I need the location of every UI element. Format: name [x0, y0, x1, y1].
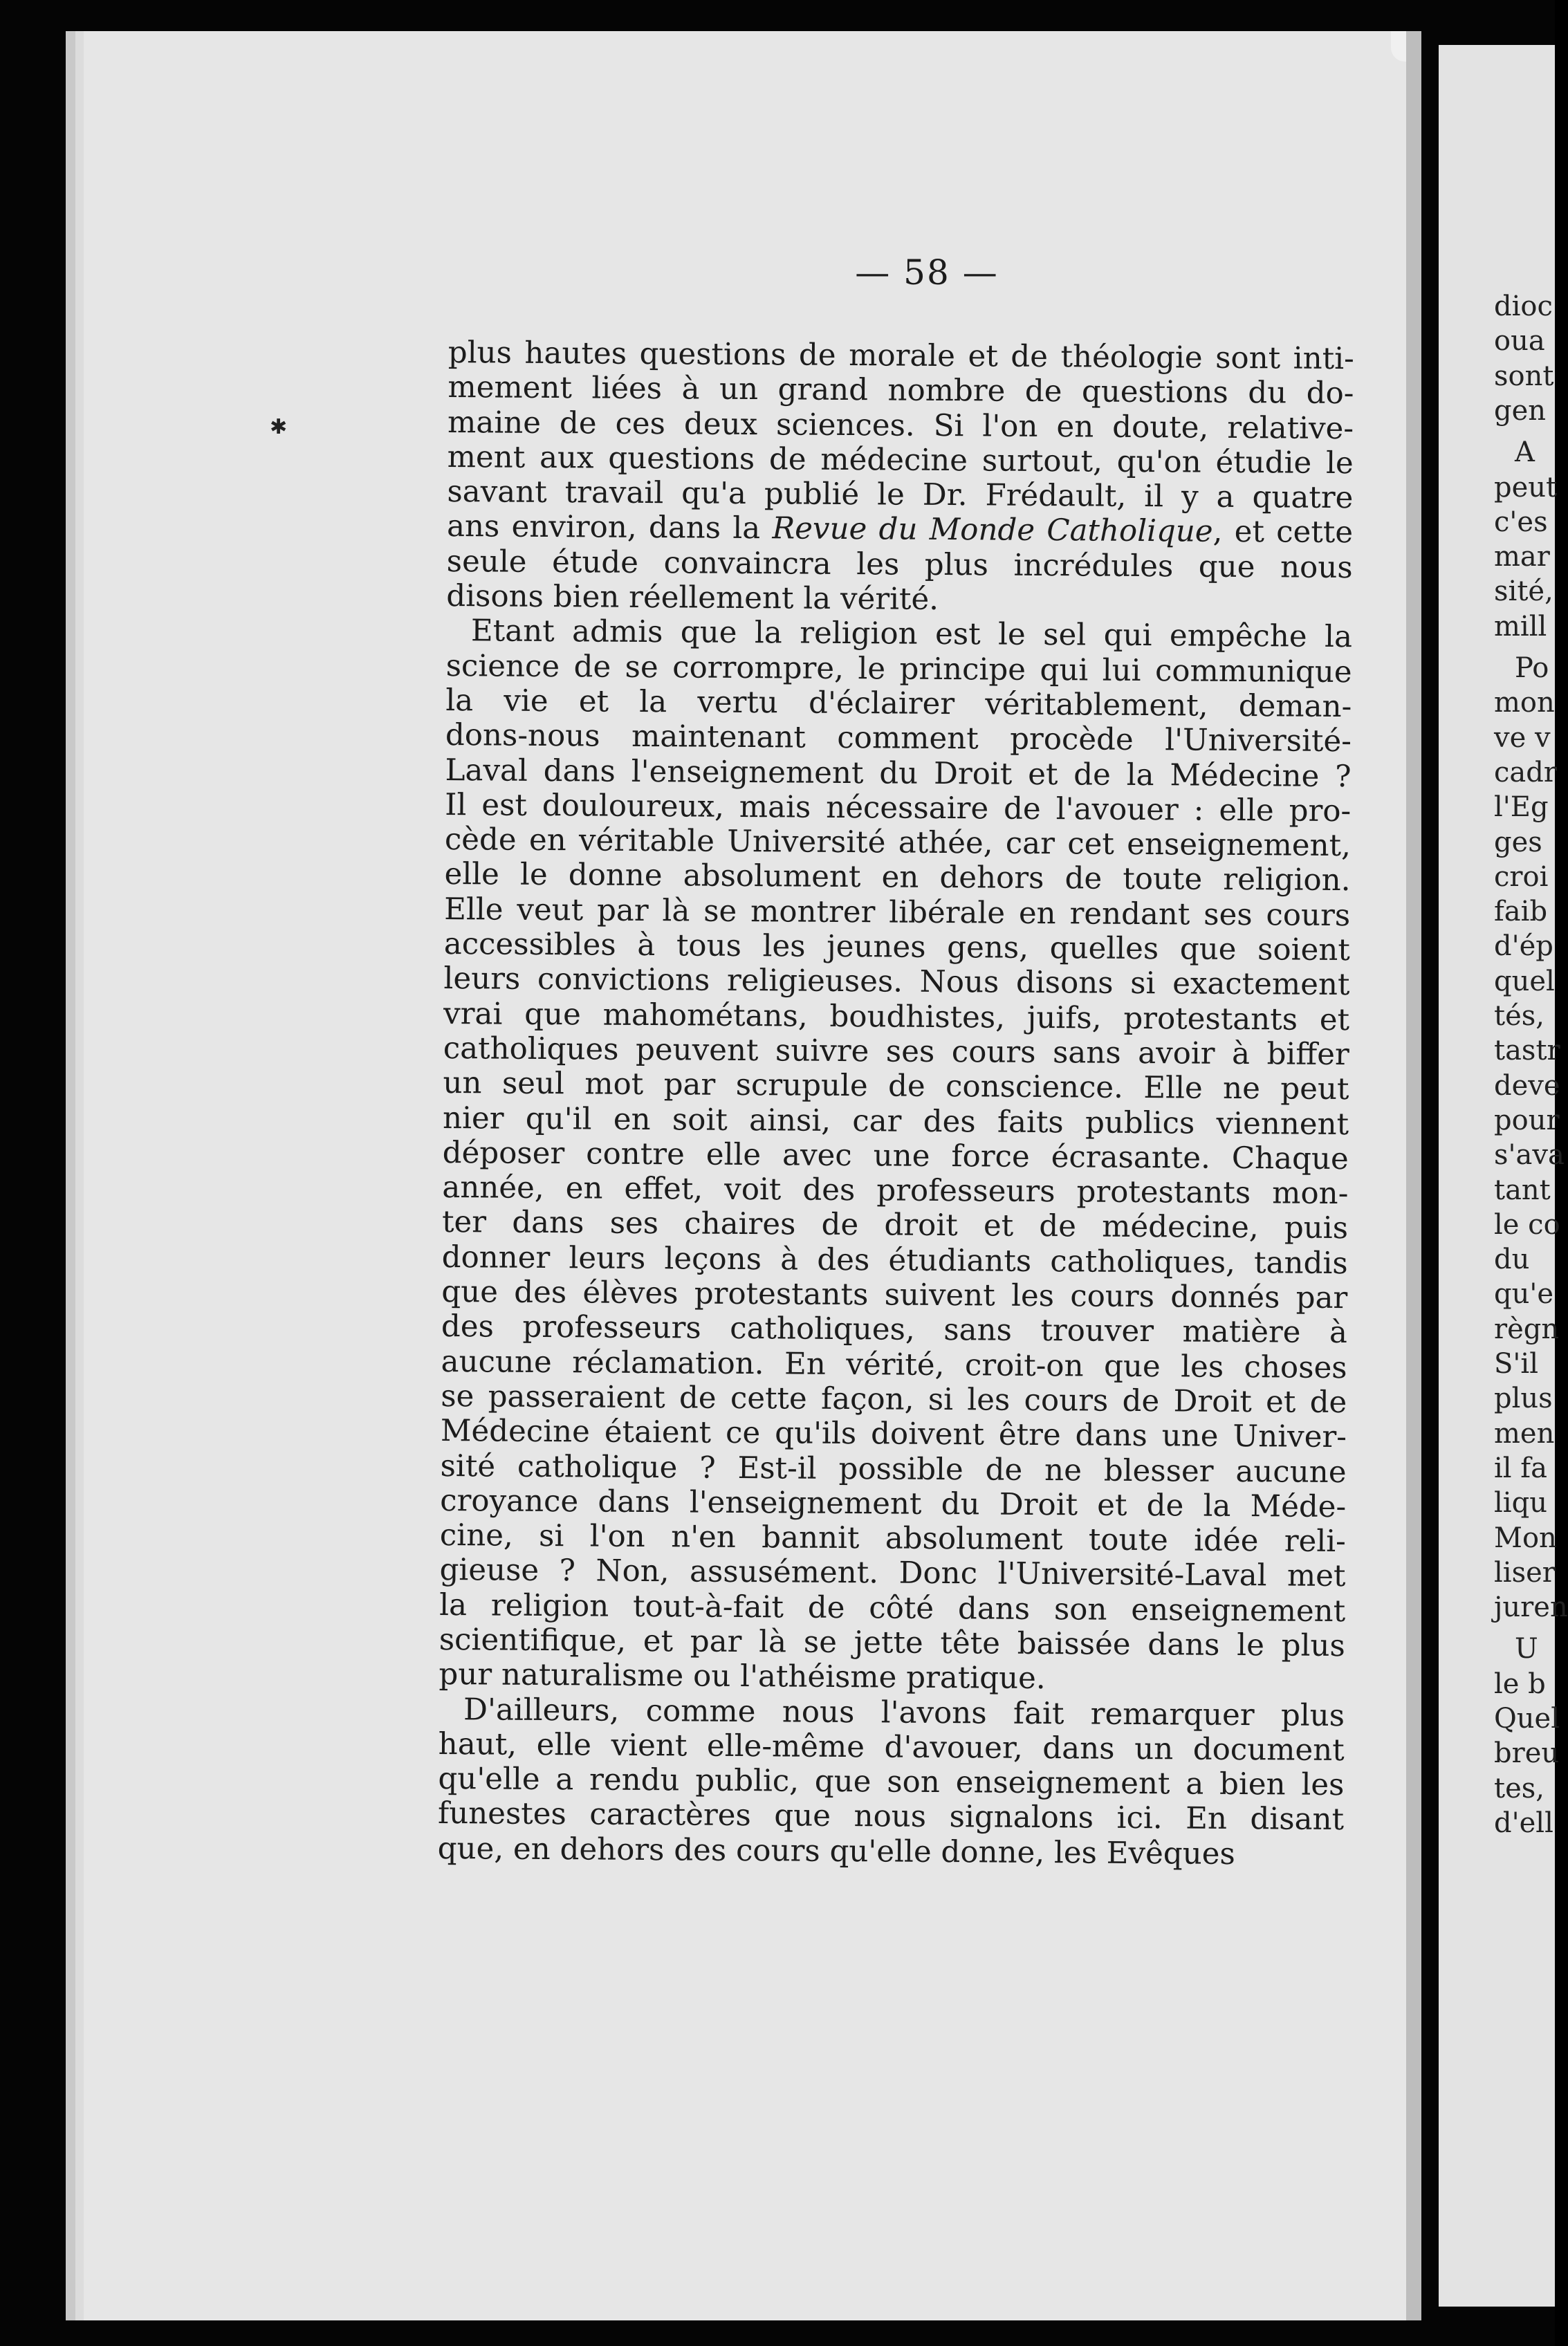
- text-line: pur naturalisme ou l'athéisme pratique.: [439, 1657, 1046, 1697]
- adjacent-page-fragment: faib: [1494, 896, 1548, 928]
- text-line: D'ailleurs, comme nous l'avons fait remarquer plus: [463, 1692, 1345, 1733]
- adjacent-page-fragment: breu: [1494, 1737, 1560, 1770]
- adjacent-page-fragment: règn: [1494, 1313, 1560, 1345]
- margin-mark: ✱: [270, 415, 288, 439]
- adjacent-page-fragment: croi: [1494, 860, 1549, 893]
- text-line: accessibles à tous les jeunes gens, quelles que soient: [443, 927, 1350, 968]
- text-line: la religion tout-à-fait de côté dans son enseignement: [439, 1587, 1346, 1629]
- text-line: leurs convictions religieuses. Nous disons si exactement: [443, 961, 1350, 1003]
- text-line: ter dans ses chaires de droit et de médecine, puis: [441, 1205, 1349, 1246]
- page-number: — 58 —: [855, 252, 999, 293]
- paragraph-1: [446, 335, 1354, 620]
- adjacent-page-fragment: peut: [1494, 471, 1558, 504]
- adjacent-page-fragment: plus: [1494, 1383, 1553, 1415]
- text-line: la vie et la vertu d'éclairer véritablement, deman-: [445, 683, 1352, 725]
- text-line: qu'elle a rendu public, que son enseignement a bien les: [438, 1762, 1345, 1803]
- adjacent-page-fragment: qu'e: [1494, 1278, 1554, 1311]
- adjacent-page-fragment: tes,: [1494, 1772, 1544, 1804]
- text-line: vrai que mahométans, boudhistes, juifs, protestants et: [443, 996, 1350, 1037]
- text-line: scientifique, et par là se jette tête baissée dans le plus: [439, 1622, 1345, 1664]
- adjacent-page-fragment: dioc: [1494, 290, 1553, 322]
- adjacent-page-fragment: du: [1494, 1244, 1530, 1276]
- adjacent-page-fragment: Quel: [1494, 1703, 1560, 1735]
- text-line: savant travail qu'a publié le Dr. Frédault, il y a quatre: [447, 474, 1354, 516]
- adjacent-page-fragment: s'ava: [1494, 1139, 1565, 1172]
- adjacent-page-fragment: men: [1494, 1417, 1555, 1450]
- adjacent-page-fragment: Po: [1515, 652, 1549, 684]
- text-line: funestes caractères que nous signalons ici. En disant: [437, 1796, 1345, 1838]
- adjacent-page-fragment: cadr: [1494, 756, 1557, 788]
- adjacent-page-fragment: liqu: [1494, 1487, 1547, 1520]
- adjacent-page-fragment: sont: [1494, 360, 1554, 392]
- adjacent-page-fragment: mon: [1494, 687, 1555, 719]
- adjacent-page-fragment: il fa: [1494, 1452, 1547, 1484]
- text-line: aucune réclamation. En vérité, croit-on que les choses: [441, 1344, 1347, 1385]
- adjacent-page-fragment: d'ell: [1494, 1807, 1553, 1839]
- adjacent-page-fragment: mill: [1494, 610, 1547, 643]
- text-line: Elle veut par là se montrer libérale en rendant ses cours: [444, 892, 1351, 933]
- text-line: catholiques peuvent suivre ses cours sans avoir à biffer: [443, 1031, 1349, 1073]
- adjacent-page: [1439, 45, 1568, 2307]
- adjacent-page-fragment: l'Eg: [1494, 791, 1549, 824]
- text-line: déposer contre elle avec une force écrasante. Chaque: [442, 1135, 1349, 1176]
- text-line: seule étude convaincra les plus incrédules que nous: [446, 544, 1353, 585]
- paragraph-3: [438, 1692, 1345, 1873]
- adjacent-page-fragment: tés,: [1494, 1000, 1544, 1032]
- paragraph-2: [439, 613, 1352, 1698]
- adjacent-page-fragment: le co: [1494, 1208, 1560, 1241]
- text-line: que, en dehors des cours qu'elle donne, les Evêques: [437, 1831, 1235, 1872]
- adjacent-page-fragment: d'ép: [1494, 930, 1553, 963]
- adjacent-page-fragment: Mon: [1494, 1522, 1557, 1554]
- text-line: gieuse ? Non, assusément. Donc l'Université-Laval met: [439, 1553, 1346, 1594]
- text-line: sité catholique ? Est-il possible de ne blesser aucune: [440, 1448, 1347, 1490]
- text-line: haut, elle vient elle-même d'avouer, dans un document: [438, 1726, 1345, 1768]
- adjacent-page-fragment: juren: [1494, 1591, 1568, 1624]
- adjacent-page-fragment: A: [1515, 436, 1535, 469]
- text-line: se passeraient de cette façon, si les cours de Droit et de: [441, 1378, 1347, 1421]
- text-line: croyance dans l'enseignement du Droit et de la Méde-: [440, 1483, 1347, 1524]
- text-line: mement liées à un grand nombre de questions du do-: [448, 370, 1354, 412]
- text-line: que des élèves protestants suivent les cours donnés par: [441, 1274, 1348, 1316]
- adjacent-page-fragment: U: [1515, 1633, 1538, 1665]
- adjacent-page-fragment: le b: [1494, 1668, 1546, 1700]
- adjacent-page-fragment: quel: [1494, 965, 1555, 997]
- italic-title: Revue du Monde Catholique: [772, 511, 1213, 550]
- text-line: elle le donne absolument en dehors de toute religion.: [444, 857, 1351, 898]
- adjacent-page-fragment: sité,: [1494, 575, 1553, 608]
- adjacent-page-fragment: liser: [1494, 1556, 1556, 1589]
- text-line: science de se corrompre, le principe qui lui communique: [445, 648, 1352, 690]
- text-line: un seul mot par scrupule de conscience. Elle ne peut: [443, 1066, 1349, 1107]
- text-line: donner leurs leçons à des étudiants catholiques, tandis: [441, 1239, 1348, 1281]
- adjacent-page-fragment: oua: [1494, 325, 1545, 358]
- adjacent-page-fragment: tastr: [1494, 1035, 1560, 1067]
- text-line: ans environ, dans la Revue du Monde Catholique, et cette: [446, 509, 1354, 551]
- text-line: année, en effet, voit des professeurs protestants mon-: [442, 1170, 1349, 1212]
- text-line: dons-nous maintenant comment procède l'Université-: [445, 718, 1352, 759]
- text-line: cine, si l'on n'en bannit absolument toute idée reli-: [439, 1518, 1347, 1560]
- adjacent-page-fragment: S'il: [1494, 1348, 1538, 1380]
- text-line: cède en véritable Université athée, car cet enseignement,: [444, 822, 1352, 864]
- adjacent-page-fragment: gen: [1494, 394, 1547, 427]
- adjacent-page-fragment: ve v: [1494, 721, 1551, 754]
- text-line: Il est douloureux, mais nécessaire de l'avouer : elle pro-: [445, 787, 1352, 829]
- body-text: [438, 335, 1354, 1872]
- text-line: maine de ces deux sciences. Si l'on en doute, relative-: [447, 405, 1354, 446]
- text-line: des professeurs catholiques, sans trouver matière à: [441, 1309, 1348, 1351]
- adjacent-page-fragment: pour: [1494, 1104, 1560, 1136]
- adjacent-page-fragment: mar: [1494, 541, 1550, 573]
- text-line: ment aux questions de médecine surtout, qu'on étudie le: [447, 439, 1354, 481]
- text-line: Médecine étaient ce qu'ils doivent être dans une Univer-: [440, 1414, 1347, 1455]
- adjacent-page-fragment: ges: [1494, 826, 1542, 858]
- adjacent-page-fragment: c'es: [1494, 506, 1548, 538]
- page-edge-tear: [1391, 31, 1421, 62]
- adjacent-page-fragment: deve: [1494, 1069, 1560, 1102]
- text-line: Laval dans l'enseignement du Droit et de la Médecine ?: [445, 752, 1352, 794]
- text-line: Etant admis que la religion est le sel qui empêche la: [470, 613, 1353, 655]
- text-line: disons bien réellement la vérité.: [446, 579, 939, 618]
- text-line: nier qu'il en soit ainsi, car des faits publics viennent: [442, 1100, 1349, 1142]
- text-line: plus hautes questions de morale et de théologie sont inti-: [448, 335, 1354, 377]
- adjacent-page-fragment: tant: [1494, 1174, 1551, 1206]
